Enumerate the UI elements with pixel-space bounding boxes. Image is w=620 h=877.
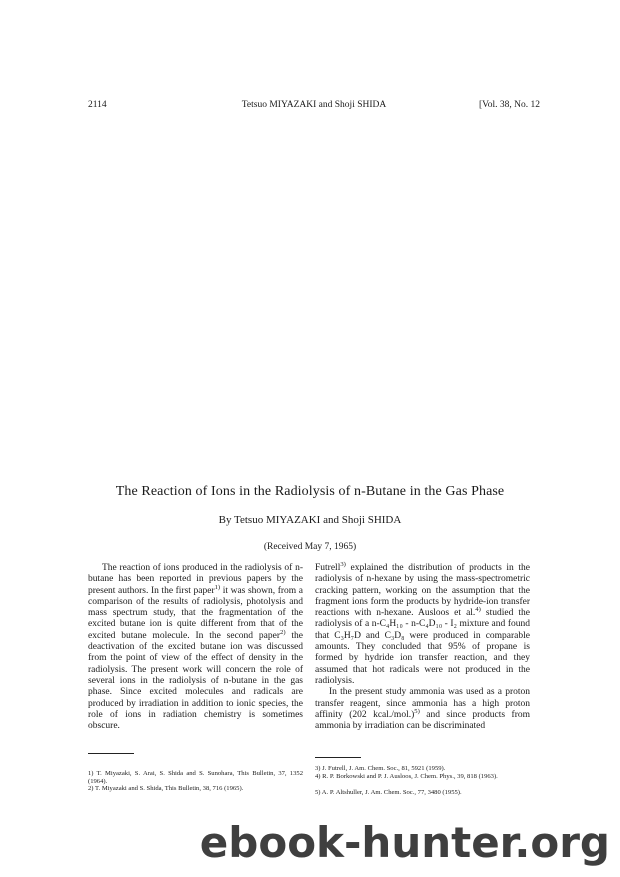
paragraph: The reaction of ions produced in the radiolysis of n-butane has been reported in previous papers by the present authors. In the first paper$^{1)}$ it was shown, from a comparison of the results of radiolysis, photolysis and mass spectrum study, that the fragmentation of the excited butane ion is quite different from that of the excited butane molecule. In the second paper$^{2)}$ the deactivation of the excited butane ion was discussed from the point of view of the effect of density in the radiolysis. The present work will concern the role of several ions in the radiolysis of n-butane in the gas phase. Since excited molecules and radicals are produced by irradiation in addition to ionic species, the role of ions in radiation chemistry is sometimes obscure. [88, 563, 303, 732]
footnote: 4) R. P. Borkowski and P. J. Ausloos, J. Chem. Phys., 39, 818 (1963). [315, 773, 498, 780]
footnote: 5) A. P. Altshuller, J. Am. Chem. Soc., 77, 3480 (1955). [315, 789, 462, 796]
paragraph: In the present study ammonia was used as a proton transfer reagent, since ammonia has a high proton affinity (202 kcal./mol.)$^{5)}$ and since products from ammonia by irradiation can be discriminated [315, 687, 530, 732]
citation-ref: 1) [214, 583, 221, 591]
body-column-right [315, 560, 530, 732]
watermark: ebook-hunter.org [199, 818, 610, 867]
volume-info: [Vol. 38, No. 12 [478, 100, 540, 110]
running-title: Tetsuo MIYAZAKI and Shoji SHIDA [241, 100, 387, 110]
footnote: 1) T. Miyazaki, S. Arai, S. Shida and S. Sunohara, This Bulletin, 37, 1352 (1964). [88, 770, 303, 786]
footnote-rule-left [88, 753, 134, 754]
citation-ref: 5) [414, 707, 420, 715]
citation-ref: 3) [340, 560, 346, 568]
citation-ref: 2) [280, 628, 286, 636]
footnote: 2) T. Miyazaki and S. Shida, This Bulletin, 38, 716 (1965). [88, 785, 244, 792]
citation-ref: 4) [475, 606, 481, 614]
article-authors: By Tetsuo MIYAZAKI and Shoji SHIDA [218, 514, 402, 526]
running-header [88, 100, 540, 114]
body-column-left [88, 563, 303, 732]
article-title: The Reaction of Ions in the Radiolysis of n-Butane in the Gas Phase [115, 484, 505, 499]
footnote: 3) J. Futrell, J. Am. Chem. Soc., 81, 5921 (1959). [315, 765, 446, 772]
footnote-rule-right [315, 757, 361, 758]
received-date: (Received May 7, 1965) [263, 542, 357, 552]
page-number: 2114 [88, 100, 107, 110]
paragraph: Futrell$^{3)}$ explained the distribution of products in the radiolysis of n-hexane by using the mass-spectrometric cracking pattern, working on the assumption that the fragment ions form the products by hydride-ion transfer reactions with n-hexane. Ausloos et al.$^{4)}$ studied the radiolysis of a n-C₄H₁₀ - n-C₄D₁₀ - I₂ mixture and found that C₃H₇D and C₃D₈ were produced in comparable amounts. They concluded that 95% of propane is formed by hydride ion transfer reaction, and they assumed that hot radicals were not produced in the radiolysis. [315, 560, 530, 686]
